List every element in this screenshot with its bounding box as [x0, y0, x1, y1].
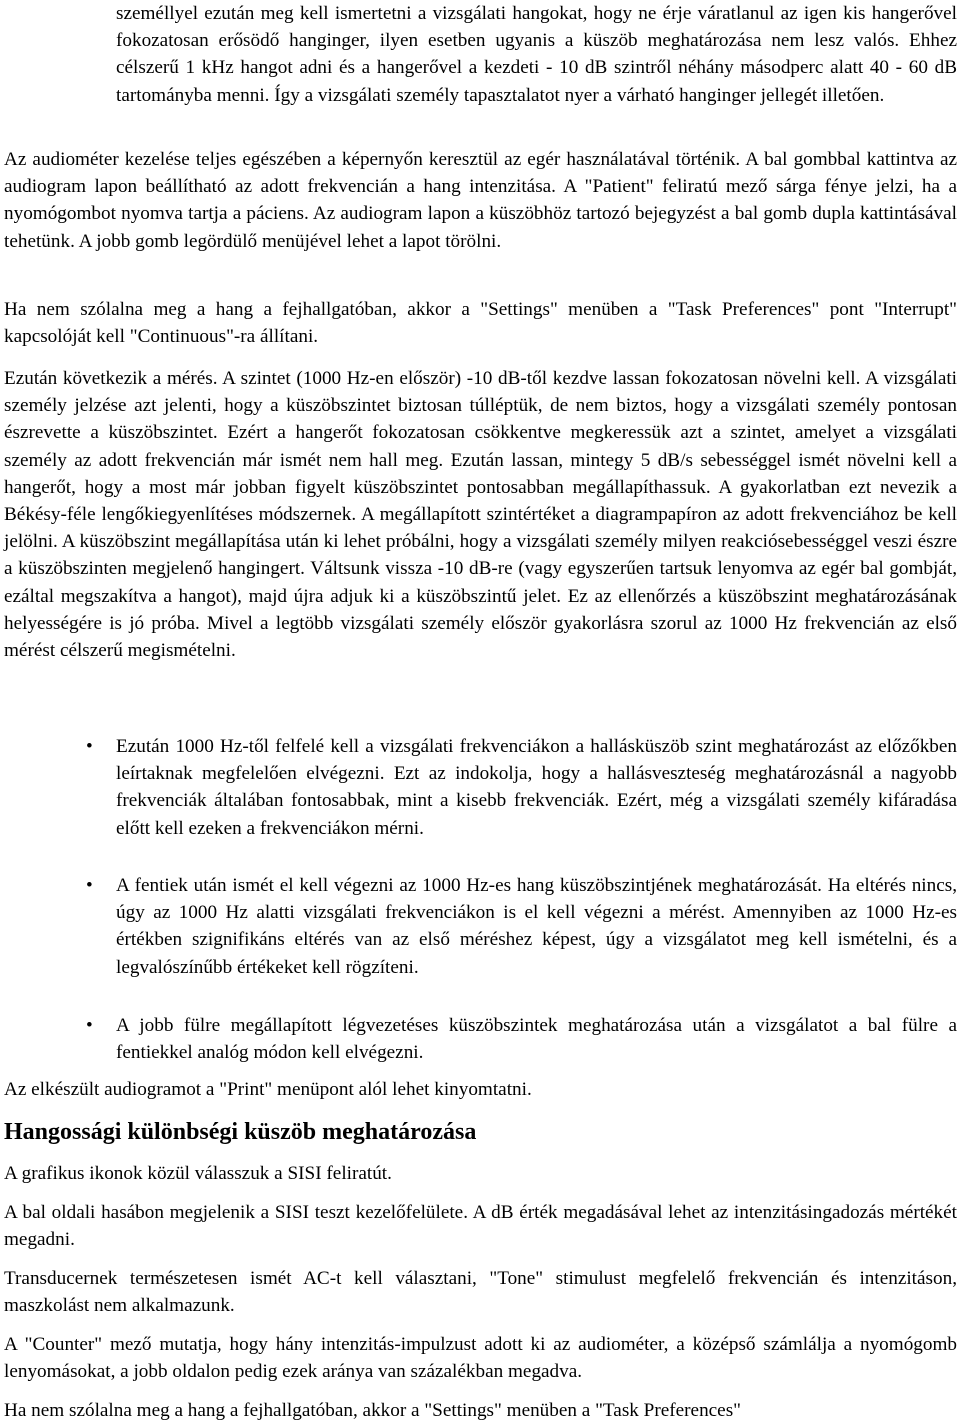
bullet-marker: •: [86, 736, 93, 757]
paragraph-settings: Ha nem szólalna meg a hang a fejhallgatóban, akkor a "Settings" menüben a "Task Preferences" pont "Interrupt" kapcsolóját kell "Continuous"-ra állítani.: [4, 299, 957, 348]
paragraph-intro: személlyel ezután meg kell ismertetni a vizsgálati hangokat, hogy ne érje váratlanul az igen kis hangerővel fokozatosan erősödő hanginger, ilyen esetben ugyanis a küszöb meghatározása nem lesz valós. Ehhez célszerű 1 kHz hangot adni és a hangerővel a kezdeti - 10 dB szintről néhány másodperc alatt 40 - 60 dB tartományba menni. Így a vizsgálati személy tapasztalatot nyer a várható hanginger jellegét illetően.: [116, 3, 957, 106]
list-item: A fentiek után ismét el kell végezni az 1000 Hz-es hang küszöbszintjének meghatározását. Ha eltérés nincs, úgy az 1000 Hz alatti vizsgálati frekvenciákon is el kell végezni a mérést. Amennyiben az 1000 Hz-es értékben szignifikáns eltérés van az első méréshez képest, úgy a vizsgálatot meg kell ismételni, és a legvalószínűbb értékeket kell rögzíteni.: [116, 875, 957, 978]
paragraph-icons: A grafikus ikonok közül válasszuk a SISI feliratút.: [4, 1163, 392, 1184]
list-item: Ezután 1000 Hz-től felfelé kell a vizsgálati frekvenciákon a hallásküszöb szint meghatározást az előzőkben leírtaknak megfelelően elvégezni. Ezt az indokolja, hogy a hallásveszteség meghatározásnál a nagyobb frekvenciák általában fontosabbak, mint a kisebb frekvenciák. Ezért, még a vizsgálati személy kifáradása előtt kell ezeken a frekvenciákon mérni.: [116, 736, 957, 839]
list-item: A jobb fülre megállapított légvezetéses küszöbszintek meghatározása után a vizsgálatot a bal fülre a fentiekkel analóg módon kell elvégezni.: [116, 1015, 957, 1064]
paragraph-sisi: A bal oldali hasábon megjelenik a SISI teszt kezelőfelülete. A dB érték megadásával lehet az intenzitásingadozás mértékét megadni.: [4, 1202, 957, 1251]
bullet-marker: •: [86, 875, 93, 896]
paragraph-audiometer-usage: Az audiométer kezelése teljes egészében a képernyőn keresztül az egér használatával történik. A bal gombbal kattintva az audiogram lapon beállítható az adott frekvencián a hang intenzitása. A "Patient" feliratú mező sárga fénye jelzi, ha a nyomógombot nyomva tartja a páciens. Az audiogram lapon a küszöbhöz tartozó bejegyzést a bal gomb dupla kattintásával tehetünk. A jobb gomb legördülő menüjével lehet a lapot törölni.: [4, 149, 957, 252]
section-heading: Hangossági különbségi küszöb meghatározása: [4, 1119, 477, 1145]
paragraph-counter: A "Counter" mező mutatja, hogy hány intenzitás-impulzust adott ki az audiométer, a középső számlálja a nyomógomb lenyomásokat, a jobb oldalon pedig ezek aránya van százalékban megadva.: [4, 1334, 957, 1383]
bullet-marker: •: [86, 1015, 93, 1036]
paragraph-print: Az elkészült audiogramot a "Print" menüpont alól lehet kinyomtatni.: [4, 1079, 532, 1100]
paragraph-transducer: Transducernek természetesen ismét AC-t kell választani, "Tone" stimulust megfelelő frekvencián és intenzitáson, maszkolást nem alkalmazunk.: [4, 1268, 957, 1317]
paragraph-measurement: Ezután következik a mérés. A szintet (1000 Hz-en először) -10 dB-től kezdve lassan fokozatosan növelni kell. A vizsgálati személy jelzése azt jelenti, hogy a küszöbszintet biztosan túlléptük, de nem biztos, hogy a vizsgálati személy pontosan észrevette a küszöbszintet. Ezért a hangerőt fokozatosan csökkentve megkeressük azt a szintet, amelyet a vizsgálati személy az adott frekvencián már ismét nem hall meg. Ezután lassan, mintegy 5 dB/s sebességgel ismét növelni kell a hangerőt, hogy a most már jobban figyelt küszöbszintet pontosabban megállapíthassuk. A gyakorlatban ezt nevezik a Békésy-féle lengőkiegyenlítéses módszernek. A megállapított szintértéket a diagrampapíron az adott frekvenciához be kell jelölni. A küszöbszint megállapítása után ki lehet próbálni, hogy a vizsgálati személy milyen reakciósebességgel veszi észre a küszöbszinten megjelenő hangingert. Váltsunk vissza -10 dB-re (vagy egyszerűen tartsuk lenyomva az egér bal gombját, ezáltal megszakítva a hangot), majd újra adjuk ki a küszöbszintű jelet. Ez az ellenőrzés a küszöbszint meghatározásának helyességére is jó próba. Mivel a legtöbb vizsgálati személy először gyakorlásra szorul az 1000 Hz frekvencián az első mérést célszerű megismételni.: [4, 368, 957, 662]
paragraph-settings-repeat: Ha nem szólalna meg a hang a fejhallgatóban, akkor a "Settings" menüben a "Task Preferences": [4, 1400, 741, 1421]
